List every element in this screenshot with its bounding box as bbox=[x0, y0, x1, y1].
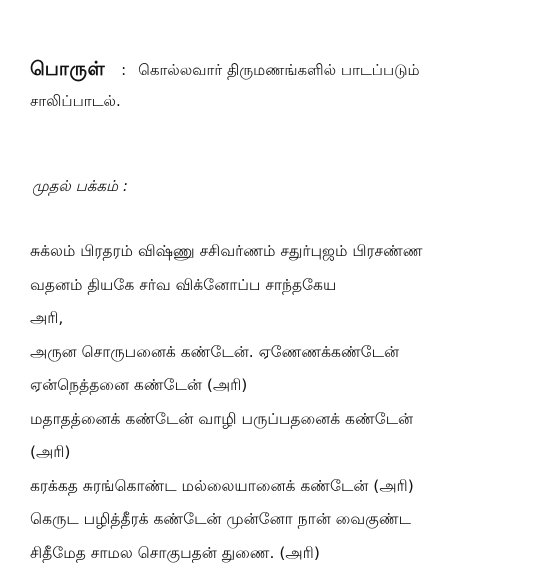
lyric-line: வதனம் தியகே சர்வ விக்னோப்ப சாந்தகேய bbox=[30, 269, 540, 303]
lyric-line: ஏன்நெத்தனை கண்டேன் (அரி) bbox=[30, 369, 540, 403]
lyric-line: மதாதத்னைக் கண்டேன் வாழி பருப்பதனைக் கண்டேன் bbox=[30, 403, 540, 437]
heading-label: பொருள் bbox=[30, 58, 105, 80]
heading-colon: : bbox=[121, 59, 126, 81]
lyric-line: அரி, bbox=[30, 302, 540, 336]
heading-text: கொல்லவார் திருமணங்களில் பாடப்படும் bbox=[138, 61, 419, 79]
lyric-line: சுக்லம் பிரதரம் விஷ்ணு சசிவர்ணம் சதுர்புஜம் பிரசண்ண bbox=[30, 235, 540, 269]
lyrics-block bbox=[30, 235, 540, 570]
section-title: முதல் பக்கம் : bbox=[32, 175, 128, 197]
lyric-line: சிதீமேத சாமல சொகுபதன் துணை. (அரி) bbox=[30, 537, 540, 570]
heading-row bbox=[30, 58, 420, 81]
lyric-line: அருன சொருபனைக் கண்டேன். ஏணேணக்கண்டேன் bbox=[30, 336, 540, 370]
lyric-line: கரக்கத சுரங்கொண்ட மல்லையானைக் கண்டேன் (அரி) bbox=[30, 470, 540, 504]
lyric-line: கெருட பழித்தீரக் கண்டேன் முன்னோ நான் வைகுண்ட bbox=[30, 503, 540, 537]
heading-text-continued: சாலிப்பாடல். bbox=[30, 90, 121, 112]
lyric-line: (அரி) bbox=[30, 436, 540, 470]
